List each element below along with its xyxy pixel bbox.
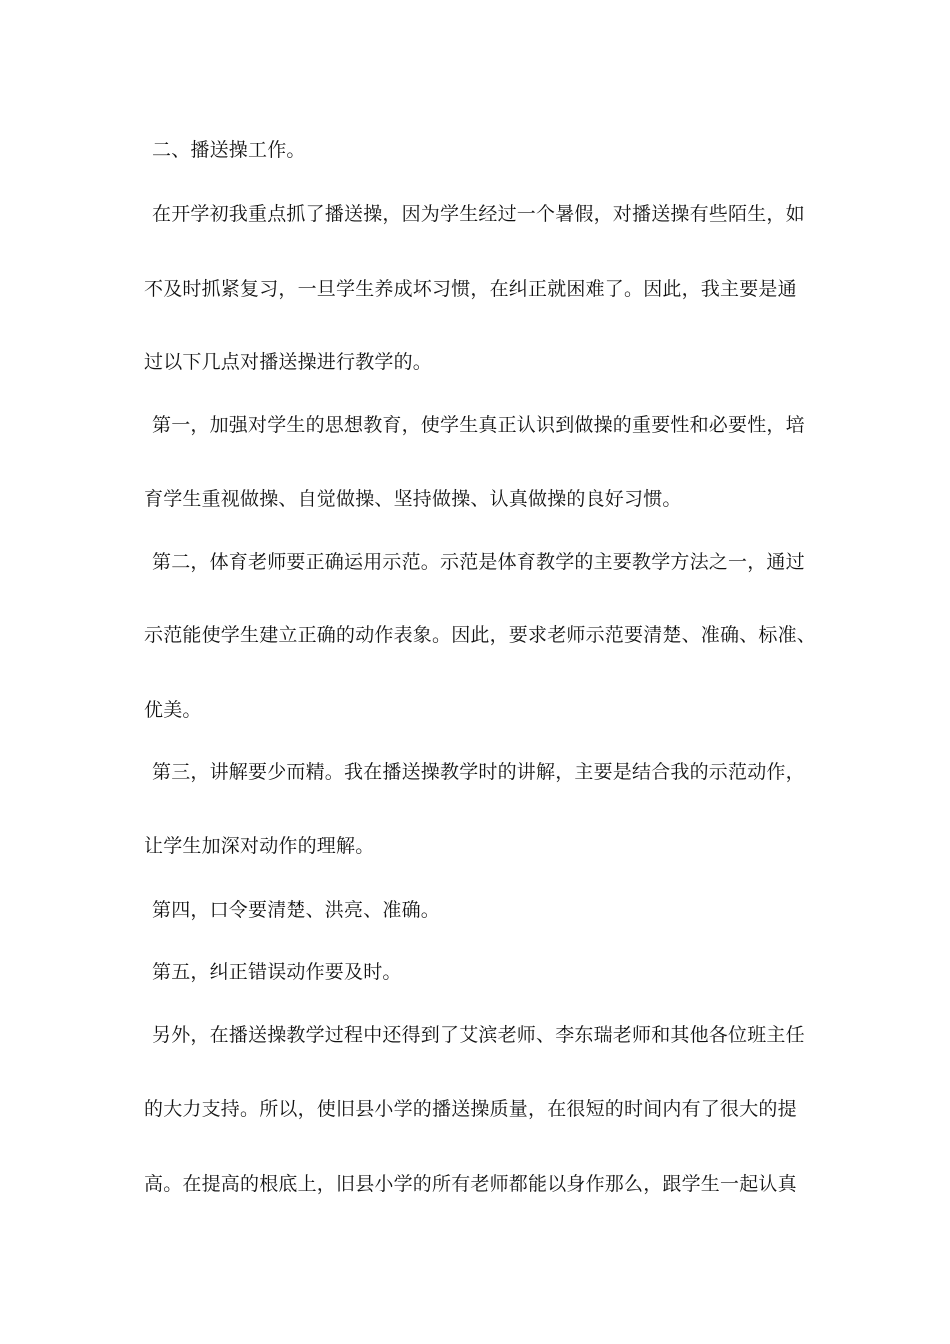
paragraph-line: 第三，讲解要少而精。我在播送操教学时的讲解，主要是结合我的示范动作， [152,761,805,783]
paragraph-line: 在开学初我重点抓了播送操，因为学生经过一个暑假，对播送操有些陌生，如 [152,203,805,225]
paragraph-line: 过以下几点对播送操进行教学的。 [144,351,433,373]
paragraph-line: 育学生重视做操、自觉做操、坚持做操、认真做操的良好习惯。 [144,488,682,510]
paragraph-line: 另外，在播送操教学过程中还得到了艾滨老师、李东瑞老师和其他各位班主任 [152,1024,805,1046]
paragraph-line: 让学生加深对动作的理解。 [144,835,375,857]
paragraph-line: 第五，纠正错误动作要及时。 [152,961,402,983]
paragraph-line: 的大力支持。所以，使旧县小学的播送操质量，在很短的时间内有了很大的提 [144,1098,797,1120]
section-heading: 二、播送操工作。 [152,139,306,161]
paragraph-line: 第二，体育老师要正确运用示范。示范是体育教学的主要教学方法之一，通过 [152,551,805,573]
paragraph-line: 高。在提高的根底上，旧县小学的所有老师都能以身作那么，跟学生一起认真 [144,1173,797,1195]
paragraph-line: 不及时抓紧复习，一旦学生养成坏习惯，在纠正就困难了。因此，我主要是通 [144,278,797,300]
paragraph-line: 第四，口令要清楚、洪亮、准确。 [152,899,441,921]
paragraph-line: 优美。 [144,699,202,721]
paragraph-line: 第一，加强对学生的思想教育，使学生真正认识到做操的重要性和必要性，培 [152,414,805,436]
paragraph-line: 示范能使学生建立正确的动作表象。因此，要求老师示范要清楚、准确、标准、 [144,624,817,646]
